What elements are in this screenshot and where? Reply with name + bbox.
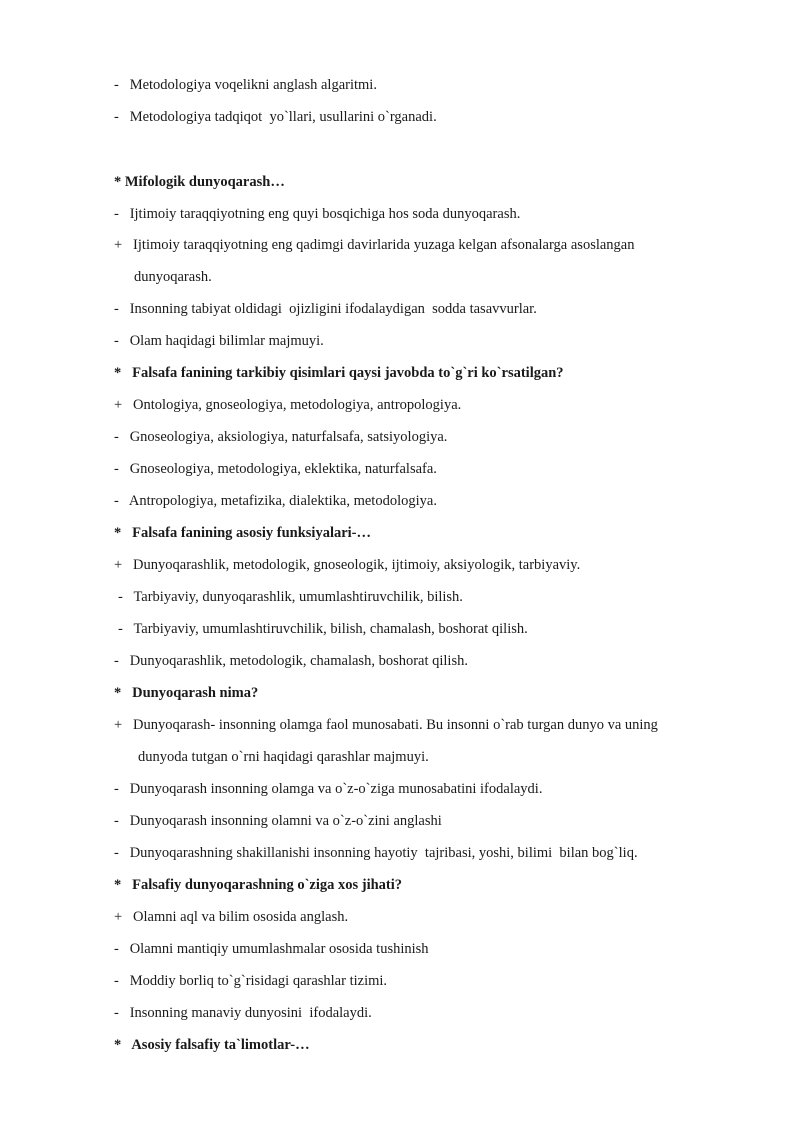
answer-line: - Olamni mantiqiy umumlashmalar ososida tushinish <box>114 941 429 957</box>
question-line: * Falsafiy dunyoqarashning o`ziga xos jihati? <box>114 877 403 893</box>
answer-line: + Ijtimoiy taraqqiyotning eng qadimgi davirlarida yuzaga kelgan afsonalarga asoslangan <box>114 237 635 253</box>
answer-line: + Ontologiya, gnoseologiya, metodologiya, antropologiya. <box>114 397 462 413</box>
question-line: * Mifologik dunyoqarash… <box>114 174 285 190</box>
answer-line: - Metodologiya voqelikni anglash algaritmi. <box>114 77 377 93</box>
answer-line: - Gnoseologiya, aksiologiya, naturfalsafa, satsiyologiya. <box>114 429 448 445</box>
answer-line: - Dunyoqarash insonning olamga va o`z-o`ziga munosabatini ifodalaydi. <box>114 781 543 797</box>
answer-line: - Insonning manaviy dunyosini ifodalaydi. <box>114 1005 372 1021</box>
answer-line: - Tarbiyaviy, dunyoqarashlik, umumlashtiruvchilik, bilish. <box>118 589 463 605</box>
answer-line: + Olamni aql va bilim ososida anglash. <box>114 909 349 925</box>
answer-line: - Dunyoqarashning shakillanishi insonning hayotiy tajribasi, yoshi, bilimi bilan bog`liq. <box>114 845 638 861</box>
answer-line: + Dunyoqarashlik, metodologik, gnoseologik, ijtimoiy, aksiyologik, tarbiyaviy. <box>114 557 581 573</box>
answer-line: - Olam haqidagi bilimlar majmuyi. <box>114 333 324 349</box>
answer-line-continuation: dunyoda tutgan o`rni haqidagi qarashlar majmuyi. <box>138 749 429 765</box>
answer-line: - Gnoseologiya, metodologiya, eklektika, naturfalsafa. <box>114 461 437 477</box>
answer-line: - Ijtimoiy taraqqiyotning eng quyi bosqichiga hos soda dunyoqarash. <box>114 206 521 222</box>
answer-line: - Dunyoqarash insonning olamni va o`z-o`zini anglashi <box>114 813 442 829</box>
answer-line: + Dunyoqarash- insonning olamga faol munosabati. Bu insonni o`rab turgan dunyo va uning <box>114 717 658 733</box>
answer-line-continuation: dunyoqarash. <box>134 269 212 285</box>
answer-line: - Metodologiya tadqiqot yo`llari, usullarini o`rganadi. <box>114 109 437 125</box>
answer-line: - Antropologiya, metafizika, dialektika, metodologiya. <box>114 493 437 509</box>
question-line: * Falsafa fanining asosiy funksiyalari-… <box>114 525 372 541</box>
question-line: * Asosiy falsafiy ta`limotlar-… <box>114 1037 310 1053</box>
question-line: * Dunyoqarash nima? <box>114 685 259 701</box>
answer-line: - Insonning tabiyat oldidagi ojizligini ifodalaydigan sodda tasavvurlar. <box>114 301 537 317</box>
answer-line: - Tarbiyaviy, umumlashtiruvchilik, bilish, chamalash, boshorat qilish. <box>118 621 528 637</box>
answer-line: - Dunyoqarashlik, metodologik, chamalash, boshorat qilish. <box>114 653 468 669</box>
question-line: * Falsafa fanining tarkibiy qisimlari qaysi javobda to`g`ri ko`rsatilgan? <box>114 365 564 381</box>
answer-line: - Moddiy borliq to`g`risidagi qarashlar tizimi. <box>114 973 388 989</box>
